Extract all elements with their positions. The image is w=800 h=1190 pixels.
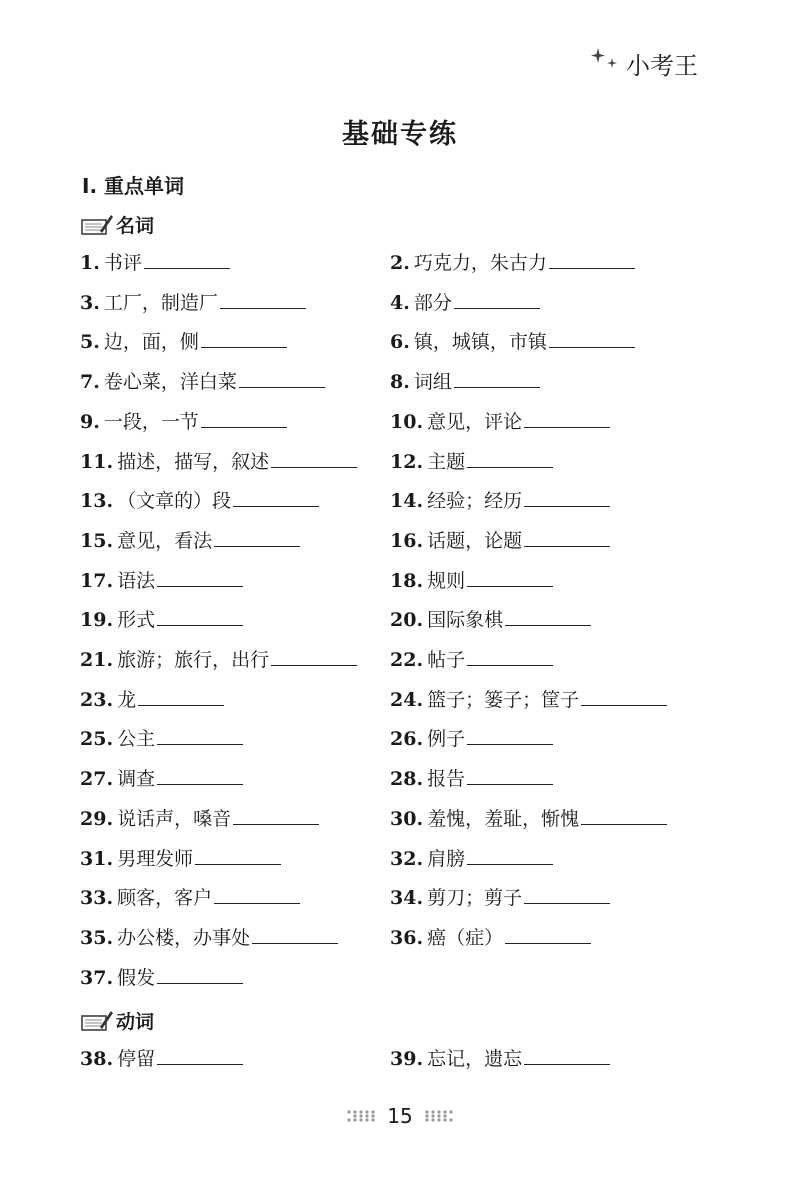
word-item (390, 367, 540, 399)
word-item (390, 327, 635, 359)
subsection-label: 动词 (116, 1010, 155, 1033)
answer-blank[interactable] (581, 688, 667, 706)
answer-blank[interactable] (214, 886, 300, 904)
item-chinese: 说话声，嗓音 (117, 807, 232, 830)
answer-blank[interactable] (233, 807, 319, 825)
word-item (390, 844, 553, 876)
answer-blank[interactable] (195, 847, 281, 865)
item-chinese: 停留 (117, 1048, 156, 1070)
word-item (80, 367, 325, 399)
word-item (390, 447, 553, 479)
item-chinese: 意见，评论 (427, 410, 523, 433)
word-item (390, 764, 553, 796)
item-chinese: 忘记，遗忘 (427, 1048, 523, 1070)
item-number: 24. (390, 688, 424, 711)
answer-blank[interactable] (271, 648, 357, 666)
answer-blank[interactable] (233, 489, 319, 507)
word-item (80, 804, 319, 836)
answer-blank[interactable] (505, 926, 591, 944)
word-item (80, 685, 224, 717)
brand-name: 小考王 (626, 52, 698, 80)
item-number: 23. (80, 688, 114, 711)
item-chinese: 话题，论题 (427, 529, 523, 552)
item-number: 9. (80, 410, 100, 433)
item-chinese: 规则 (427, 569, 466, 592)
item-chinese: 剪刀；剪子 (427, 887, 523, 910)
item-chinese: 部分 (413, 291, 452, 314)
word-item (80, 407, 287, 439)
item-chinese: 篮子；篓子；筐子 (427, 688, 580, 711)
answer-blank[interactable] (505, 608, 591, 626)
item-number: 18. (390, 569, 424, 592)
item-chinese: 公主 (117, 728, 156, 751)
section-title: Ⅰ. 重点单词 (82, 174, 185, 198)
item-number: 31. (80, 847, 114, 870)
item-chinese: 边，面，侧 (103, 331, 199, 354)
answer-blank[interactable] (549, 251, 635, 269)
word-item (80, 526, 300, 558)
word-item (390, 685, 667, 717)
item-number: 33. (80, 887, 114, 910)
item-number: 6. (390, 331, 410, 354)
word-item (390, 407, 610, 439)
item-chinese: 意见，看法 (117, 529, 213, 552)
answer-blank[interactable] (201, 410, 287, 428)
item-chinese: 描述，描写，叙述 (117, 450, 270, 473)
answer-blank[interactable] (581, 807, 667, 825)
answer-blank[interactable] (144, 251, 230, 269)
item-chinese: 肩膀 (427, 847, 466, 870)
answer-blank[interactable] (467, 569, 553, 587)
word-item (390, 288, 540, 320)
item-chinese: 巧克力，朱古力 (413, 252, 547, 274)
item-number: 21. (80, 649, 114, 671)
item-number: 14. (390, 490, 424, 513)
item-number: 15. (80, 529, 114, 552)
answer-blank[interactable] (524, 529, 610, 547)
word-item (390, 645, 553, 677)
item-chinese: 卷心菜，洋白菜 (103, 371, 237, 394)
answer-blank[interactable] (524, 410, 610, 428)
dot-pattern-icon (421, 1108, 455, 1124)
item-number: 12. (390, 450, 424, 473)
item-chinese: 办公楼，办事处 (117, 926, 251, 949)
item-chinese: 例子 (427, 728, 466, 751)
item-number: 39. (390, 1048, 424, 1070)
answer-blank[interactable] (524, 886, 610, 904)
item-number: 8. (390, 371, 410, 394)
item-chinese: 旅游；旅行，出行 (117, 649, 270, 671)
word-item (390, 923, 591, 955)
answer-blank[interactable] (467, 648, 553, 666)
item-number: 11. (80, 450, 114, 473)
item-number: 29. (80, 807, 114, 830)
item-number: 19. (80, 609, 114, 632)
word-item (80, 963, 243, 995)
answer-blank[interactable] (157, 569, 243, 587)
item-number: 5. (80, 331, 100, 354)
word-item (80, 923, 338, 955)
item-number: 30. (390, 807, 424, 830)
item-chinese: 形式 (117, 609, 156, 632)
answer-blank[interactable] (454, 291, 540, 309)
answer-blank[interactable] (157, 966, 243, 984)
word-item (390, 486, 610, 518)
item-chinese: 词组 (413, 371, 452, 394)
dot-pattern-icon (345, 1108, 379, 1124)
answer-blank[interactable] (467, 450, 553, 468)
item-number: 28. (390, 768, 424, 791)
item-number: 32. (390, 847, 424, 870)
item-chinese: 癌（症） (427, 926, 504, 949)
word-item (80, 486, 319, 518)
item-number: 37. (80, 966, 114, 989)
item-chinese: 语法 (117, 569, 156, 592)
word-item (390, 724, 553, 756)
item-number: 2. (390, 252, 410, 274)
item-number: 35. (80, 926, 114, 949)
item-number: 17. (80, 569, 114, 592)
word-item (80, 248, 230, 280)
answer-blank[interactable] (214, 529, 300, 547)
subsection-label: 名词 (116, 214, 155, 237)
answer-blank[interactable] (467, 727, 553, 745)
word-item (390, 526, 610, 558)
item-number: 27. (80, 768, 114, 791)
item-chinese: 假发 (117, 966, 156, 989)
item-chinese: 报告 (427, 768, 466, 791)
item-number: 34. (390, 887, 424, 910)
item-chinese: 国际象棋 (427, 609, 504, 632)
item-number: 13. (80, 490, 114, 513)
answer-blank[interactable] (252, 926, 338, 944)
answer-blank[interactable] (201, 330, 287, 348)
word-item (80, 645, 357, 677)
page-title: 基础专练 (342, 119, 458, 150)
answer-blank[interactable] (549, 330, 635, 348)
answer-blank[interactable] (239, 370, 325, 388)
word-item (80, 764, 243, 796)
answer-blank[interactable] (524, 489, 610, 507)
item-chinese: 经验；经历 (427, 490, 523, 513)
word-item (390, 883, 610, 915)
answer-blank[interactable] (138, 688, 224, 706)
answer-blank[interactable] (454, 370, 540, 388)
answer-blank[interactable] (220, 291, 306, 309)
answer-blank[interactable] (467, 767, 553, 785)
item-chinese: 书评 (103, 252, 142, 274)
word-item (390, 248, 635, 280)
item-chinese: 镇，城镇，市镇 (413, 331, 547, 354)
item-chinese: 主题 (427, 450, 466, 473)
answer-blank[interactable] (467, 847, 553, 865)
item-number: 36. (390, 926, 424, 949)
item-chinese: 调查 (117, 768, 156, 791)
item-number: 10. (390, 410, 424, 433)
word-item (390, 1044, 610, 1076)
item-number: 4. (390, 291, 410, 314)
item-chinese: 羞愧，羞耻，惭愧 (427, 807, 580, 830)
word-item (80, 1044, 243, 1076)
word-item (80, 447, 357, 479)
word-item (390, 804, 667, 836)
word-item (80, 288, 306, 320)
item-chinese: 一段，一节 (103, 410, 199, 433)
answer-blank[interactable] (271, 450, 357, 468)
answer-blank[interactable] (157, 608, 243, 626)
item-number: 38. (80, 1048, 114, 1070)
answer-blank[interactable] (157, 1047, 243, 1065)
answer-blank[interactable] (524, 1047, 610, 1065)
item-chinese: 顾客，客户 (117, 887, 213, 910)
word-item (390, 605, 591, 637)
item-chinese: 男理发师 (117, 847, 194, 870)
item-chinese: （文章的）段 (117, 490, 232, 513)
item-chinese: 工厂，制造厂 (103, 291, 218, 314)
item-number: 25. (80, 728, 114, 751)
word-item (80, 327, 287, 359)
item-number: 20. (390, 609, 424, 632)
item-chinese: 帖子 (427, 649, 466, 671)
item-number: 7. (80, 371, 100, 394)
item-number: 1. (80, 252, 100, 274)
word-item (80, 566, 243, 598)
word-item (390, 566, 553, 598)
page-number: 15 (387, 1104, 413, 1128)
item-number: 16. (390, 529, 424, 552)
item-number: 26. (390, 728, 424, 751)
word-item (80, 605, 243, 637)
answer-blank[interactable] (157, 727, 243, 745)
word-item (80, 724, 243, 756)
page-footer (0, 1104, 800, 1128)
item-number: 3. (80, 291, 100, 314)
word-item (80, 883, 300, 915)
word-item (80, 844, 281, 876)
item-chinese: 龙 (117, 688, 137, 711)
item-number: 22. (390, 649, 424, 671)
answer-blank[interactable] (157, 767, 243, 785)
